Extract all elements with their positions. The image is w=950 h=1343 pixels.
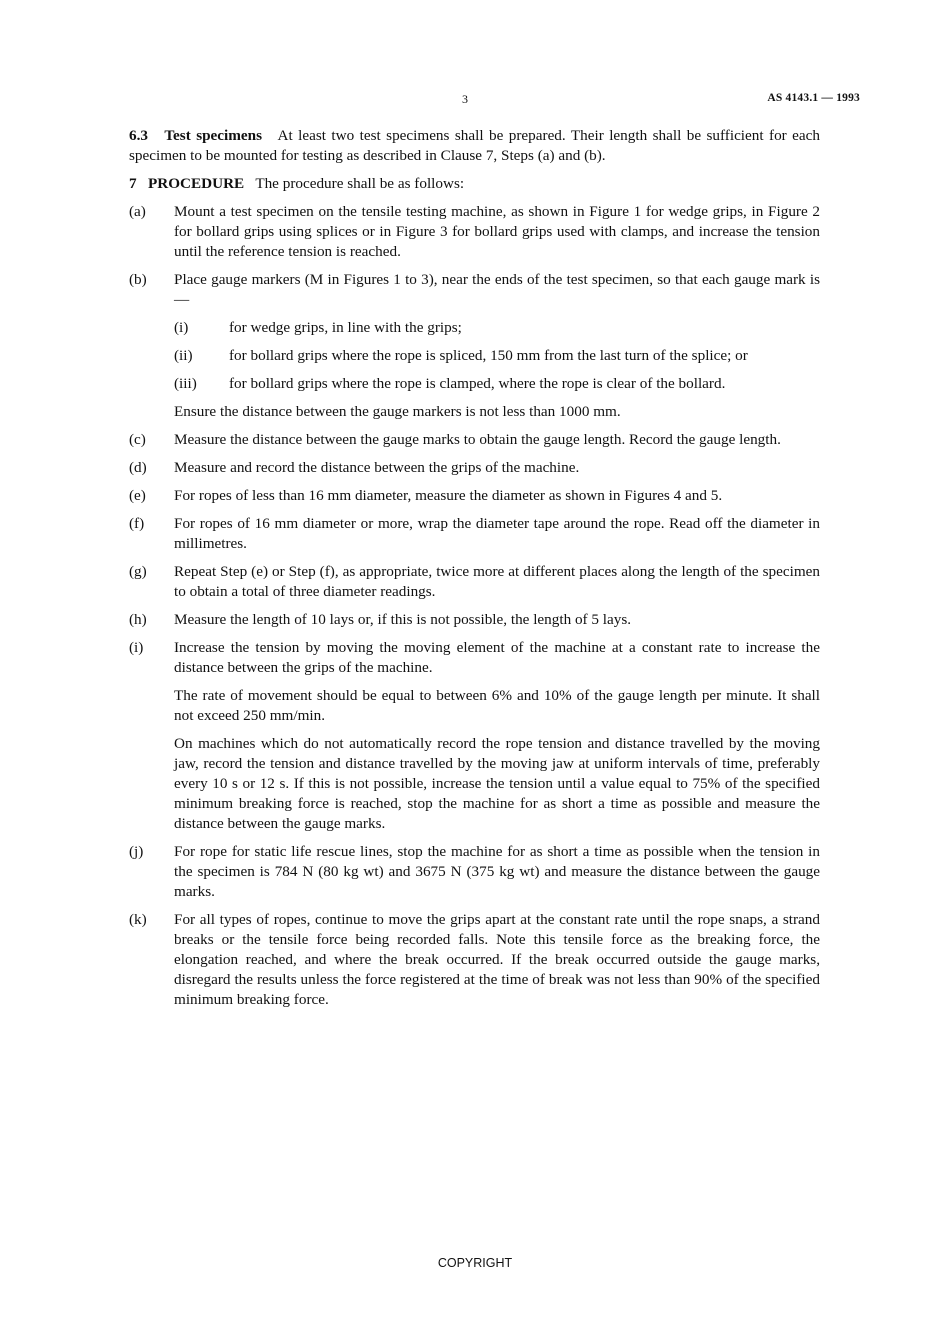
step-d [129,458,820,478]
step-text: Measure the distance between the gauge marks to obtain the gauge length. Record the gauge length. [174,431,781,448]
standard-reference: AS 4143.1 — 1993 [767,92,860,104]
sub-label: (iii) [174,375,197,392]
step-label: (a) [129,203,146,220]
step-label: (g) [129,563,147,580]
step-label: (k) [129,911,147,928]
step-text: Place gauge markers (M in Figures 1 to 3), near the ends of the test specimen, so that each gauge mark is— [174,271,820,308]
step-label: (e) [129,487,146,504]
step-label: (d) [129,459,147,476]
clause-7 [129,174,820,194]
sub-text: for wedge grips, in line with the grips; [229,319,462,336]
clause-number: 7 [129,175,137,192]
sub-label: (ii) [174,347,193,364]
step-label: (c) [129,431,146,448]
step-label: (f) [129,515,145,532]
step-label: (j) [129,843,144,860]
step-label: (b) [129,271,147,288]
step-text: For rope for static life rescue lines, stop the machine for as short a time as possible when the tension in the specimen is 784 N (80 kg wt) and 3675 N (375 kg wt) and measure the distance between the gauge marks. [174,843,820,900]
step-paragraph-2: The rate of movement should be equal to between 6% and 10% of the gauge length per minute. It shall not exceed 250 mm/min. [174,687,820,724]
document-body [129,126,820,1018]
step-j [129,842,820,902]
step-k [129,910,820,1010]
sub-item-iii [174,374,820,394]
step-text: Measure the length of 10 lays or, if this is not possible, the length of 5 lays. [174,611,632,628]
step-e [129,486,820,506]
step-text: Increase the tension by moving the moving element of the machine at a constant rate to increase the distance between the grips of the machine. [174,639,820,676]
step-text: Measure and record the distance between the grips of the machine. [174,459,580,476]
step-g [129,562,820,602]
step-h [129,610,820,630]
step-label: (i) [129,639,144,656]
page-number: 3 [462,92,468,106]
sub-item-i [174,318,820,338]
step-text: For all types of ropes, continue to move the grips apart at the constant rate until the rope snaps, a strand breaks or the tensile force being recorded falls. Note this tensile force as the breaking force, the elongation reached, and where the break occurred. If the break occurred outside the gauge marks, disregard the results unless the force registered at the time of break was not less than 90% of the specified minimum breaking force. [174,911,820,1008]
step-text: Repeat Step (e) or Step (f), as appropriate, twice more at different places along the length of the specimen to obtain a total of three diameter readings. [174,563,820,600]
clause-text: At least two test specimens shall be prepared. Their length shall be sufficient for each specimen to be mounted for testing as described in Clause 7, Steps (a) and (b). [129,127,820,164]
step-a [129,202,820,262]
copyright-footer: COPYRIGHT [437,1256,513,1270]
sub-item-ii [174,346,820,366]
step-text: For ropes of 16 mm diameter or more, wrap the diameter tape around the rope. Read off the diameter in millimetres. [174,515,820,552]
sub-label: (i) [174,319,189,336]
step-i [129,638,820,834]
clause-6-3 [129,126,820,166]
step-f [129,514,820,554]
clause-text: The procedure shall be as follows: [255,175,465,192]
step-paragraph-3: On machines which do not automatically record the rope tension and distance travelled by the moving jaw, record the tension and distance travelled by the moving jaw at uniform intervals of time, preferably every 10 s or 12 s. If this is not possible, increase the tension until a value equal to 75% of the specified minimum breaking force is reached, stop the machine for as short a time as possible and measure the distance between the gauge marks. [174,735,820,832]
sub-text: for bollard grips where the rope is clamped, where the rope is clear of the bollard. [229,375,726,392]
step-note: Ensure the distance between the gauge markers is not less than 1000 mm. [174,403,621,420]
step-label: (h) [129,611,147,628]
step-text: For ropes of less than 16 mm diameter, measure the diameter as shown in Figures 4 and 5. [174,487,723,504]
clause-heading: PROCEDURE [147,175,245,192]
step-c [129,430,820,450]
sub-text: for bollard grips where the rope is spliced, 150 mm from the last turn of the splice; or [229,347,748,364]
step-text: Mount a test specimen on the tensile testing machine, as shown in Figure 1 for wedge grips, in Figure 2 for bollard grips using splices or in Figure 3 for bollard grips used with clamps, and increase the tension until the reference tension is reached. [174,203,820,260]
clause-heading: Test specimens [164,127,263,144]
clause-number: 6.3 [129,127,148,144]
step-b [129,270,820,422]
